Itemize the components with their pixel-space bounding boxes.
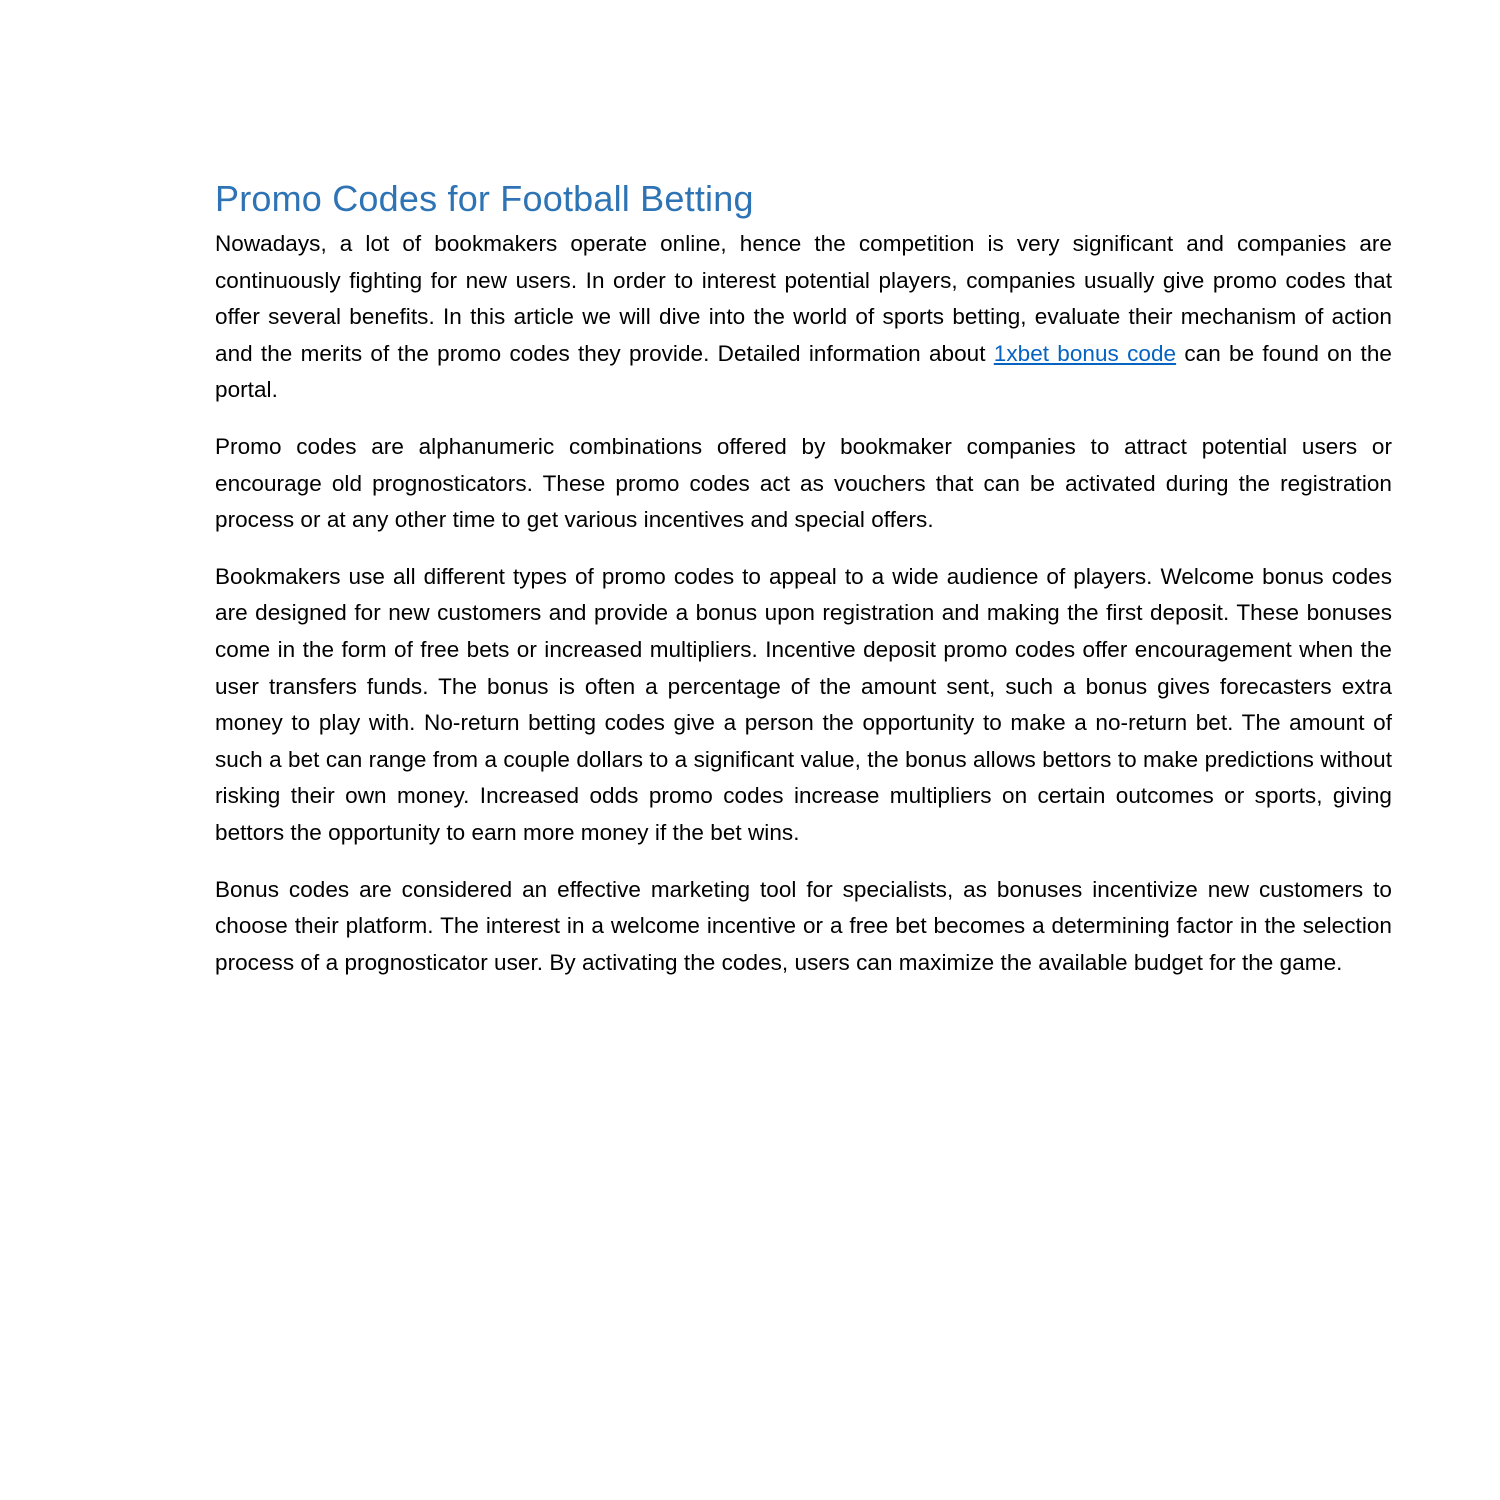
paragraph-intro-text-after-link: can be found on the portal. (215, 340, 1392, 403)
paragraph-marketing: Bonus codes are considered an effective marketing tool for specialists, as bonuses incentivize new customers to choose their platform. The interest in a welcome incentive or a free bet becomes a determining factor in the selection process of a prognosticator user. By activating the codes, users can maximize the available budget for the game. (215, 876, 1392, 975)
paragraph-types: Bookmakers use all different types of promo codes to appeal to a wide audience of players. Welcome bonus codes are designed for new customers and provide a bonus upon registration and making the first deposit. These bonuses come in the form of free bets or increased multipliers. Incentive deposit promo codes offer encouragement when the user transfers funds. The bonus is often a percentage of the amount sent, such a bonus gives forecasters extra money to play with. No-return betting codes give a person the opportunity to make a no-return bet. The amount of such a bet can range from a couple dollars to a significant value, the bonus allows bettors to make predictions without risking their own money. Increased odds promo codes increase multipliers on certain outcomes or sports, giving bettors the opportunity to earn more money if the bet wins. (215, 563, 1392, 845)
paragraph-intro (215, 226, 1392, 409)
document-body (215, 176, 1392, 1001)
bonus-code-link[interactable]: 1xbet bonus code (993, 340, 1177, 366)
document-title: Promo Codes for Football Betting (215, 178, 754, 219)
paragraph-definition: Promo codes are alphanumeric combinations offered by bookmaker companies to attract potential users or encourage old prognosticators. These promo codes act as vouchers that can be activated during the registration process or at any other time to get various incentives and special offers. (215, 433, 1392, 533)
paragraph-intro-text-before-link: Nowadays, a lot of bookmakers operate online, hence the competition is very significant and companies are continuously fighting for new users. In order to interest potential players, companies usually give promo codes that offer several benefits. In this article we will dive into the world of sports betting, evaluate their mechanism of action and the merits of the promo codes they provide. Detailed information about (215, 231, 1392, 366)
